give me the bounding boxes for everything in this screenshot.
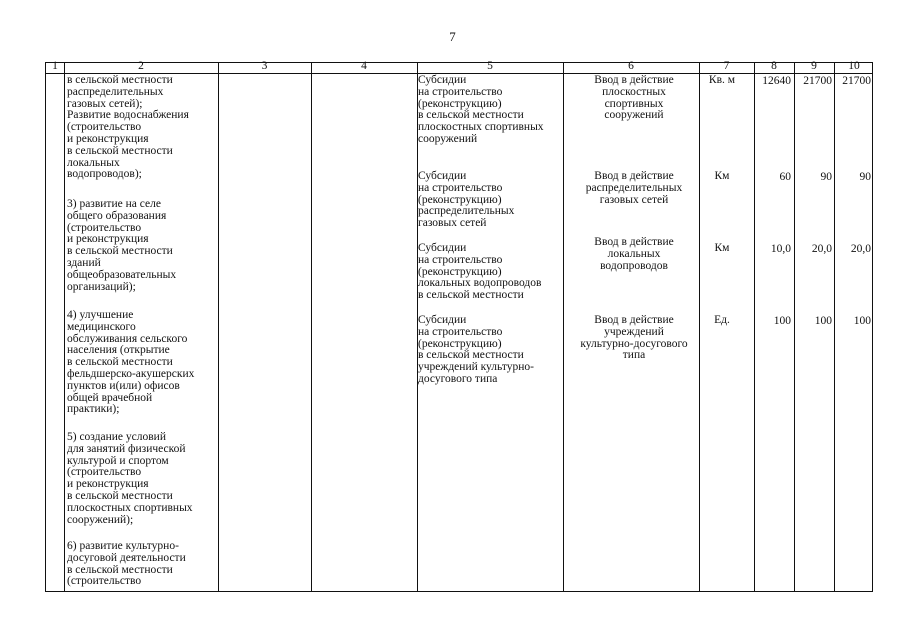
data-table <box>45 62 873 592</box>
activity-text: 6) развитие культурно- досуговой деятельности в сельской местности (строительство <box>67 540 186 588</box>
column-header: 4 <box>361 60 367 72</box>
value-col9: 20,0 <box>811 243 832 255</box>
value-col8: 10,0 <box>770 243 791 255</box>
unit-text: Ед. <box>714 314 730 326</box>
value-col10: 20,0 <box>850 243 871 255</box>
activity-text: в сельской местности распределительных газовых сетей); Развитие водоснабжения (строительство и реконструкция в сельской местности локальных водопроводов); <box>67 74 189 181</box>
column-header: 8 <box>771 60 777 72</box>
column-header: 9 <box>811 60 817 72</box>
value-col8: 100 <box>773 315 791 327</box>
column-divider <box>311 63 312 591</box>
column-header: 1 <box>52 60 58 72</box>
unit-text: Км <box>714 242 730 254</box>
column-header: 7 <box>723 60 730 72</box>
indicator-text: Ввод в действие распределительных газовых сетей <box>585 170 683 206</box>
page-number: 7 <box>449 29 456 44</box>
value-col8: 60 <box>779 171 791 183</box>
activity-text: 4) улучшение медицинского обслуживания сельского населения (открытие в сельской местности фельдшерско-акушерских пунктов и(или) офисов общей врачебной практики); <box>67 309 195 416</box>
activity-text: 5) создание условий для занятий физической культурой и спортом (строительство и реконструкция в сельской местности плоскостных спортивных сооружений); <box>67 431 193 526</box>
value-col8: 12640 <box>762 75 791 87</box>
value-col9: 90 <box>820 171 832 183</box>
unit-text: Км <box>714 170 730 182</box>
indicator-text: Ввод в действие плоскостных спортивных сооружений <box>594 74 674 122</box>
measure-text: Субсидии на строительство (реконструкцию) распределительных газовых сетей <box>418 170 515 230</box>
value-col10: 21700 <box>842 75 871 87</box>
column-divider <box>64 63 65 591</box>
indicator-text: Ввод в действие локальных водопроводов <box>594 236 674 272</box>
value-col10: 90 <box>859 171 871 183</box>
activity-text: 3) развитие на селе общего образования (строительство и реконструкция в сельской местности зданий общеобразовательных организаций); <box>67 198 177 293</box>
unit-text: Кв. м <box>708 74 736 86</box>
measure-text: Субсидии на строительство (реконструкцию) в сельской местности плоскостных спортивных сооружений <box>418 74 544 145</box>
measure-text: Субсидии на строительство (реконструкцию) в сельской местности учреждений культурно- досугового типа <box>418 314 534 385</box>
value-col9: 100 <box>814 315 832 327</box>
column-divider <box>794 63 795 591</box>
column-divider <box>218 63 219 591</box>
column-header: 2 <box>138 60 144 72</box>
column-divider <box>834 63 835 591</box>
column-header: 6 <box>628 60 634 72</box>
column-divider <box>754 63 755 591</box>
value-col9: 21700 <box>803 75 832 87</box>
value-col10: 100 <box>853 315 871 327</box>
column-header: 10 <box>848 60 860 72</box>
column-header: 3 <box>261 60 268 72</box>
measure-text: Субсидии на строительство (реконструкцию) локальных водопроводов в сельской местности <box>418 242 542 302</box>
indicator-text: Ввод в действие учреждений культурно-досугового типа <box>580 314 688 362</box>
column-header: 5 <box>487 60 493 72</box>
